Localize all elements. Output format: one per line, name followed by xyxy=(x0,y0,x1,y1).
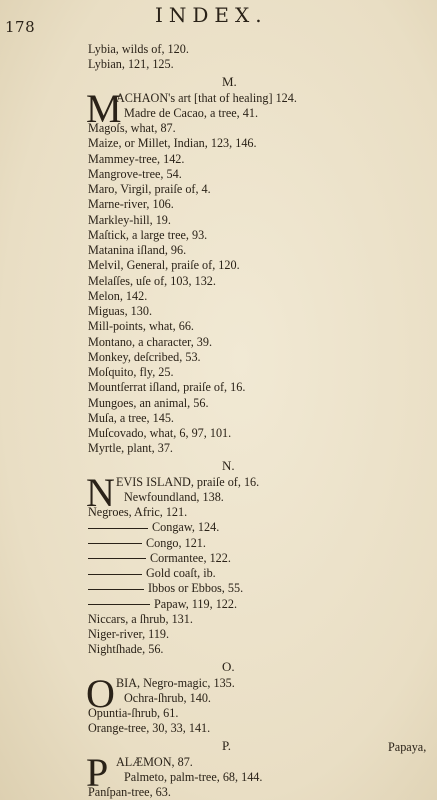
entry-text: Orange-tree, 30, 33, 141. xyxy=(88,721,211,736)
entry-text: Maro, Virgil, praiſe of, 4. xyxy=(88,182,211,196)
index-entry xyxy=(88,258,240,273)
index-entry xyxy=(88,213,171,228)
index-entry xyxy=(88,426,231,441)
ditto-rule xyxy=(88,574,142,575)
entry-text: BIA, Negro-magic, 135. xyxy=(116,675,235,690)
catchword: Papaya, xyxy=(388,740,427,754)
entry-text: Papaw, 119, 122. xyxy=(154,596,238,611)
ditto-rule xyxy=(88,604,150,605)
entry-text: Maſtick, a large tree, 93. xyxy=(88,227,208,242)
index-entry xyxy=(88,706,178,721)
entry-text: Muſcovado, what, 6, 97, 101. xyxy=(88,426,232,440)
entry-text: Matanina iſland, 96. xyxy=(88,243,187,257)
entry-text: Myrtle, plant, 37. xyxy=(88,441,173,456)
index-subentry xyxy=(88,566,216,581)
index-entry xyxy=(88,396,209,411)
index-subentry xyxy=(88,551,231,566)
index-entry xyxy=(88,441,173,456)
index-entry xyxy=(116,676,235,691)
entry-text: Markley-hill, 19. xyxy=(88,212,171,227)
entry-text: Congaw, 124. xyxy=(152,520,220,535)
drop-cap: N xyxy=(86,469,115,515)
index-entry xyxy=(88,152,184,167)
entry-text: Mangrove-tree, 54. xyxy=(88,166,182,181)
index-entry xyxy=(124,490,224,505)
index-entry xyxy=(88,274,216,289)
index-entry xyxy=(88,505,187,520)
index-entry xyxy=(88,785,171,800)
running-head: INDEX. xyxy=(155,3,268,27)
index-subentry xyxy=(88,581,243,596)
index-entry xyxy=(88,365,174,380)
index-entry xyxy=(88,167,182,182)
entry-text: Melon, 142. xyxy=(88,288,148,303)
entry-text: Lybia, wilds of, 120. xyxy=(88,42,189,56)
index-entry xyxy=(88,197,174,212)
index-entry xyxy=(88,350,201,365)
index-entry xyxy=(88,627,169,642)
entry-text: Maize, or Millet, Indian, 123, 146. xyxy=(88,136,257,151)
entry-text: Palmeto, palm-tree, 68, 144. xyxy=(124,769,263,784)
entry-text: Monkey, deſcribed, 53. xyxy=(88,349,201,364)
entry-text: Montano, a character, 39. xyxy=(88,334,213,349)
index-entry xyxy=(88,411,174,426)
index-subentry xyxy=(88,536,206,551)
index-subentry xyxy=(88,597,237,612)
index-entry xyxy=(88,612,193,627)
index-entry xyxy=(124,691,211,706)
entry-text: Mountſerrat iſland, praiſe of, 16. xyxy=(88,380,246,395)
ditto-rule xyxy=(88,589,144,590)
index-entry xyxy=(124,770,262,785)
index-entry xyxy=(88,121,176,136)
index-entry xyxy=(116,91,297,106)
entry-text: Congo, 121. xyxy=(146,535,206,550)
index-entry xyxy=(116,755,193,770)
section-letter: N. xyxy=(222,457,235,473)
entry-text: Melaſſes, uſe of, 103, 132. xyxy=(88,273,216,288)
entry-text: Muſa, a tree, 145. xyxy=(88,410,174,425)
entry-text: Lybian, 121, 125. xyxy=(88,57,174,72)
entry-text: Nightſhade, 56. xyxy=(88,642,164,657)
index-entry xyxy=(88,228,207,243)
drop-cap: M xyxy=(86,85,122,131)
entry-text: ALÆMON, 87. xyxy=(116,754,193,769)
entry-text: Moſquito, fly, 25. xyxy=(88,365,174,379)
ditto-rule xyxy=(88,558,146,559)
ditto-rule xyxy=(88,528,148,529)
index-entry xyxy=(88,304,152,319)
index-entry xyxy=(88,380,245,395)
ditto-rule xyxy=(88,543,142,544)
entry-text: Mill-points, what, 66. xyxy=(88,319,194,334)
entry-text: Marne-river, 106. xyxy=(88,197,174,212)
entry-text: Negroes, Afric, 121. xyxy=(88,505,188,519)
drop-cap: O xyxy=(86,670,115,716)
index-entry xyxy=(88,642,163,657)
index-entry xyxy=(88,721,210,736)
entry-text: Mammey-tree, 142. xyxy=(88,151,185,166)
entry-text: Niger-river, 119. xyxy=(88,627,170,641)
index-subentry xyxy=(88,520,219,535)
entry-text: Magoſs, what, 87. xyxy=(88,121,176,135)
entry-text: ACHAON's art [that of healing] 124. xyxy=(116,90,297,105)
index-entry xyxy=(88,319,194,334)
index-entry xyxy=(88,57,174,72)
section-letter: O. xyxy=(222,658,235,674)
entry-text: Opuntia-ſhrub, 61. xyxy=(88,706,179,720)
entry-text: Panſpan-tree, 63. xyxy=(88,785,171,799)
index-entry xyxy=(124,106,258,121)
page-number: 178 xyxy=(5,18,36,36)
index-entry xyxy=(88,335,212,350)
entry-text: Melvil, General, praiſe of, 120. xyxy=(88,258,240,273)
entry-text: Ochra-ſhrub, 140. xyxy=(124,690,211,705)
entry-text: Newfoundland, 138. xyxy=(124,489,224,504)
section-letter: P. xyxy=(222,737,232,753)
index-entry xyxy=(88,136,257,151)
entry-text: Cormantee, 122. xyxy=(150,550,231,565)
index-entry xyxy=(88,289,147,304)
index-entry xyxy=(88,42,189,57)
section-letter: M. xyxy=(222,73,237,89)
entry-text: Niccars, a ſhrub, 131. xyxy=(88,611,193,626)
index-entry xyxy=(88,182,211,197)
index-entry xyxy=(88,243,186,258)
entry-text: Mungoes, an animal, 56. xyxy=(88,395,209,410)
entry-text: Miguas, 130. xyxy=(88,304,152,318)
entry-text: Madre de Cacao, a tree, 41. xyxy=(124,105,258,120)
drop-cap: P xyxy=(86,749,109,795)
entry-text: Gold coaſt, ib. xyxy=(146,566,216,580)
entry-text: Ibbos or Ebbos, 55. xyxy=(148,581,244,596)
entry-text: EVIS ISLAND, praiſe of, 16. xyxy=(116,474,260,489)
index-entry xyxy=(116,475,259,490)
